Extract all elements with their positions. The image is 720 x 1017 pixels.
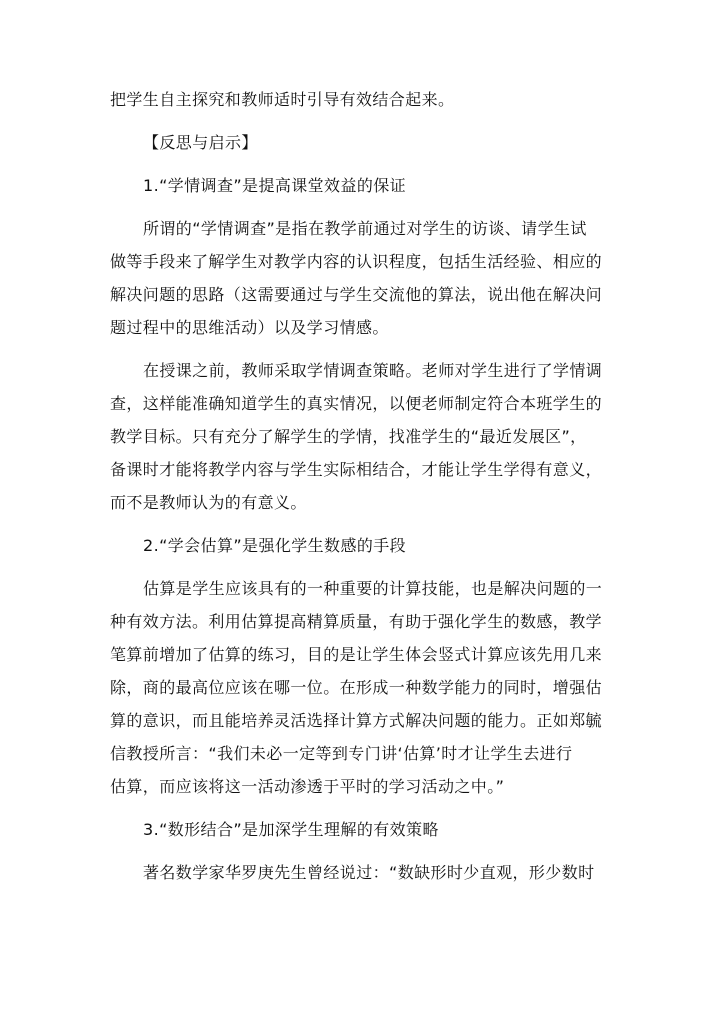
paragraph-line: 所谓的“学情调查”是指在教学前通过对学生的访谈、请学生试 bbox=[143, 219, 587, 238]
paragraph-line: 除，商的最高位应该在哪一位。在形成一种数学能力的同时，增强估 bbox=[110, 678, 603, 697]
paragraph-line: 查，这样能准确知道学生的真实情况，以便老师制定符合本班学生的 bbox=[110, 394, 603, 413]
paragraph-line: 教学目标。只有充分了解学生的学情，找准学生的“最近发展区”， bbox=[110, 427, 587, 446]
subsection-heading: 3.“数形结合”是加深学生理解的有效策略 bbox=[143, 820, 439, 839]
paragraph-line: 而不是教师认为的有意义。 bbox=[110, 493, 307, 512]
subsection-heading: 2.“学会估算”是强化学生数感的手段 bbox=[143, 536, 407, 555]
paragraph-line: 种有效方法。利用估算提高精算质量，有助于强化学生的数感，教学 bbox=[110, 612, 603, 631]
section-heading: 【反思与启示】 bbox=[143, 133, 258, 152]
paragraph-line: 估算是学生应该具有的一种重要的计算技能，也是解决问题的一 bbox=[143, 579, 603, 598]
paragraph-line: 信教授所言：“我们未必一定等到专门讲‘估算’时才让学生去进行 bbox=[110, 744, 573, 763]
subsection-heading: 1.“学情调查”是提高课堂效益的保证 bbox=[143, 176, 407, 195]
paragraph-line: 做等手段来了解学生对教学内容的认识程度，包括生活经验、相应的 bbox=[110, 252, 603, 271]
paragraph-line: 把学生自主探究和教师适时引导有效结合起来。 bbox=[110, 90, 455, 109]
paragraph-line: 估算，而应该将这一活动渗透于平时的学习活动之中。” bbox=[110, 777, 505, 796]
paragraph-line: 解决问题的思路（这需要通过与学生交流他的算法，说出他在解决问 bbox=[110, 285, 603, 304]
paragraph-line: 备课时才能将教学内容与学生实际相结合，才能让学生学得有意义， bbox=[110, 460, 603, 479]
paragraph-line: 题过程中的思维活动）以及学习情感。 bbox=[110, 318, 389, 337]
paragraph-line: 在授课之前，教师采取学情调查策略。老师对学生进行了学情调 bbox=[143, 361, 603, 380]
paragraph-line: 笔算前增加了估算的练习，目的是让学生体会竖式计算应该先用几来 bbox=[110, 645, 603, 664]
paragraph-line: 著名数学家华罗庚先生曾经说过：“数缺形时少直观，形少数时 bbox=[143, 863, 595, 882]
paragraph-line: 算的意识，而且能培养灵活选择计算方式解决问题的能力。正如郑毓 bbox=[110, 711, 603, 730]
